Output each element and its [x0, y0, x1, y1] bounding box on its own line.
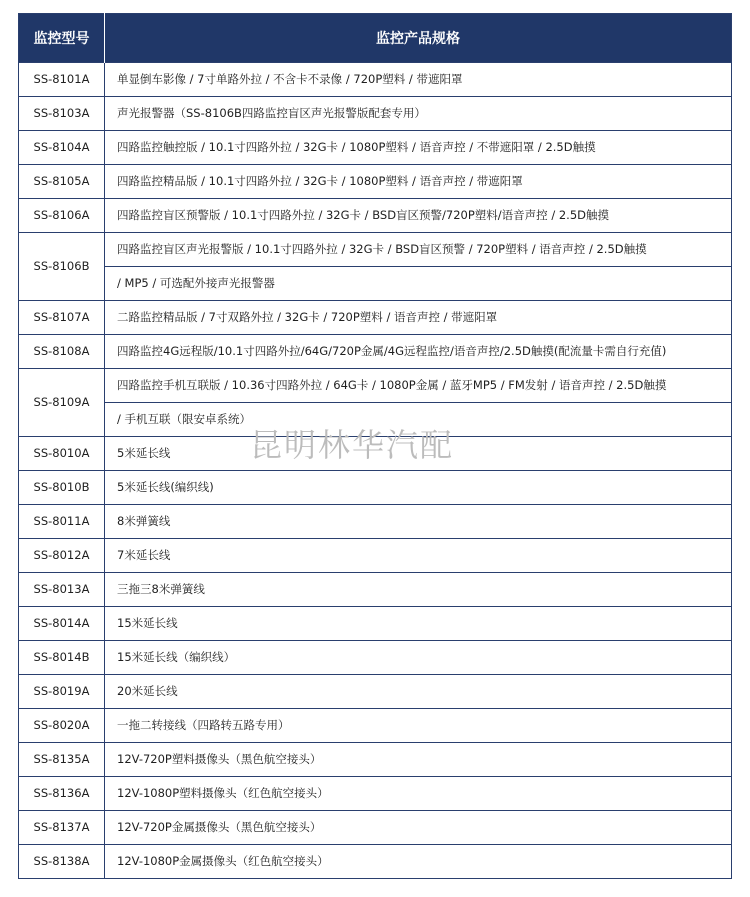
table-row [19, 539, 732, 573]
spec-cell: 一拖二转接线（四路转五路专用） [105, 709, 732, 743]
model-column-header: 监控型号 [19, 14, 105, 63]
table-row [19, 335, 732, 369]
table-row [19, 709, 732, 743]
table-row [19, 607, 732, 641]
table-row [19, 233, 732, 301]
model-cell: SS-8109A [19, 369, 105, 437]
table-row [19, 369, 732, 437]
table-row [19, 845, 732, 879]
spec-line: / 手机互联（限安卓系统） [105, 402, 731, 436]
model-cell: SS-8012A [19, 539, 105, 573]
model-cell: SS-8137A [19, 811, 105, 845]
model-cell: SS-8135A [19, 743, 105, 777]
spec-line: 四路监控盲区声光报警版 / 10.1寸四路外拉 / 32G卡 / BSD盲区预警 / 720P塑料 / 语音声控 / 2.5D触摸 [117, 242, 647, 256]
model-cell: SS-8106B [19, 233, 105, 301]
model-cell: SS-8106A [19, 199, 105, 233]
model-cell: SS-8020A [19, 709, 105, 743]
model-cell: SS-8013A [19, 573, 105, 607]
model-cell: SS-8019A [19, 675, 105, 709]
spec-cell: 7米延长线 [105, 539, 732, 573]
model-cell: SS-8104A [19, 131, 105, 165]
spec-column-header: 监控产品规格 [105, 14, 732, 63]
spec-line: / MP5 / 可选配外接声光报警器 [105, 266, 731, 300]
spec-line: 四路监控手机互联版 / 10.36寸四路外拉 / 64G卡 / 1080P金属 / 蓝牙MP5 / FM发射 / 语音声控 / 2.5D触摸 [117, 378, 667, 392]
table-row [19, 437, 732, 471]
table-row [19, 505, 732, 539]
model-cell: SS-8105A [19, 165, 105, 199]
model-cell: SS-8107A [19, 301, 105, 335]
spec-cell: 单显倒车影像 / 7寸单路外拉 / 不含卡不录像 / 720P塑料 / 带遮阳罩 [105, 63, 732, 97]
spec-cell [105, 369, 732, 437]
spec-cell: 12V-720P塑料摄像头（黑色航空接头） [105, 743, 732, 777]
model-cell: SS-8010B [19, 471, 105, 505]
watermark-text: 昆明林华汽配 [250, 426, 455, 464]
spec-cell: 15米延长线 [105, 607, 732, 641]
model-cell: SS-8101A [19, 63, 105, 97]
model-cell: SS-8138A [19, 845, 105, 879]
model-cell: SS-8011A [19, 505, 105, 539]
model-cell: SS-8136A [19, 777, 105, 811]
spec-cell: 5米延长线 [105, 437, 732, 471]
table-row [19, 743, 732, 777]
spec-cell: 8米弹簧线 [105, 505, 732, 539]
spec-cell: 5米延长线(编织线) [105, 471, 732, 505]
table-row [19, 641, 732, 675]
spec-cell: 二路监控精品版 / 7寸双路外拉 / 32G卡 / 720P塑料 / 语音声控 / 带遮阳罩 [105, 301, 732, 335]
table-row [19, 131, 732, 165]
table-row [19, 811, 732, 845]
product-spec-table [18, 13, 732, 879]
spec-sheet [18, 13, 731, 879]
spec-cell: 20米延长线 [105, 675, 732, 709]
table-row [19, 301, 732, 335]
spec-cell: 四路监控触控版 / 10.1寸四路外拉 / 32G卡 / 1080P塑料 / 语音声控 / 不带遮阳罩 / 2.5D触摸 [105, 131, 732, 165]
spec-cell: 四路监控精品版 / 10.1寸四路外拉 / 32G卡 / 1080P塑料 / 语音声控 / 带遮阳罩 [105, 165, 732, 199]
table-body [19, 63, 732, 879]
table-row [19, 777, 732, 811]
spec-cell [105, 233, 732, 301]
table-row [19, 97, 732, 131]
spec-cell: 声光报警器（SS-8106B四路监控盲区声光报警版配套专用） [105, 97, 732, 131]
spec-cell: 12V-1080P金属摄像头（红色航空接头） [105, 845, 732, 879]
spec-cell: 三拖三8米弹簧线 [105, 573, 732, 607]
table-row [19, 675, 732, 709]
model-cell: SS-8108A [19, 335, 105, 369]
model-cell: SS-8010A [19, 437, 105, 471]
table-header-row [19, 14, 732, 63]
table-row [19, 165, 732, 199]
model-cell: SS-8103A [19, 97, 105, 131]
spec-cell: 12V-1080P塑料摄像头（红色航空接头） [105, 777, 732, 811]
spec-cell: 四路监控盲区预警版 / 10.1寸四路外拉 / 32G卡 / BSD盲区预警/720P塑料/语音声控 / 2.5D触摸 [105, 199, 732, 233]
table-row [19, 63, 732, 97]
table-row [19, 199, 732, 233]
table-row [19, 471, 732, 505]
spec-cell: 15米延长线（编织线） [105, 641, 732, 675]
table-row [19, 573, 732, 607]
model-cell: SS-8014B [19, 641, 105, 675]
model-cell: SS-8014A [19, 607, 105, 641]
spec-cell: 四路监控4G远程版/10.1寸四路外拉/64G/720P金属/4G远程监控/语音声控/2.5D触摸(配流量卡需自行充值) [105, 335, 732, 369]
spec-cell: 12V-720P金属摄像头（黑色航空接头） [105, 811, 732, 845]
